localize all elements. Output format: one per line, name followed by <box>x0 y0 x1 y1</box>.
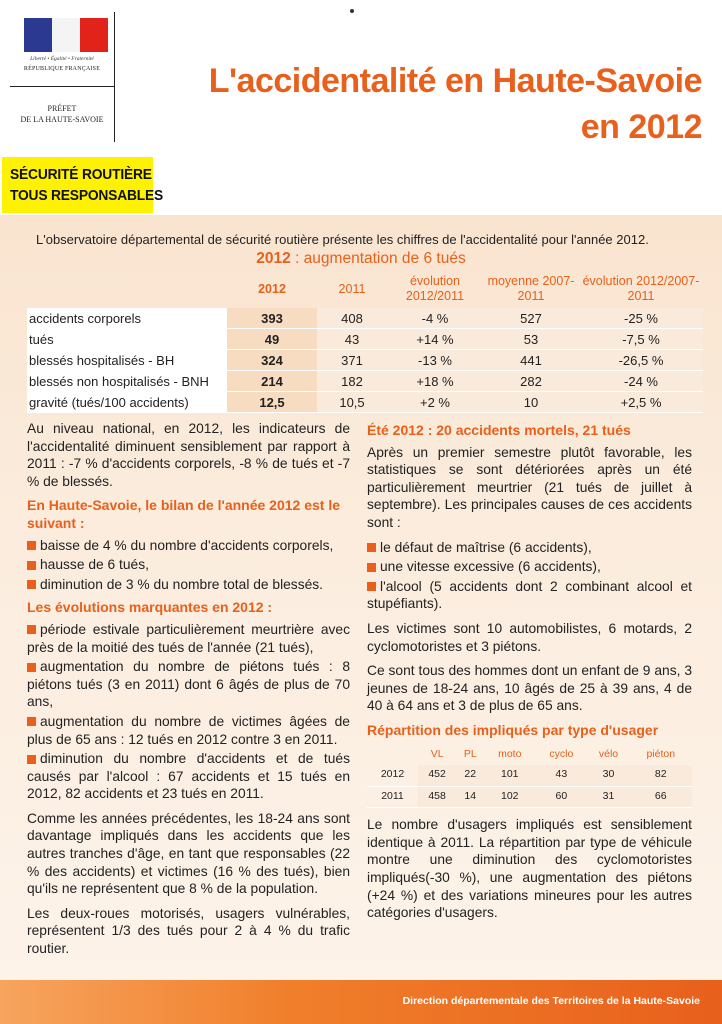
cell-evolution: +14 % <box>387 329 483 350</box>
usagers-cell: 452 <box>418 765 456 786</box>
bullet-square-icon <box>27 541 36 550</box>
ete-paragraph: Après un premier semestre plutôt favorable, les statistiques se sont détériorées après un été particulièrement meurtrier (21 tués de juillet à septembre). Les principales causes de ces accidents sont : <box>367 444 692 530</box>
row-label: gravité (tués/100 accidents) <box>27 392 227 413</box>
cell-2012: 324 <box>227 350 317 371</box>
table-row <box>367 786 692 808</box>
table-row <box>367 765 692 786</box>
prefet-block <box>10 87 115 142</box>
list-item <box>367 578 692 613</box>
usagers-header-row <box>367 744 692 766</box>
stats-header-row <box>27 272 703 308</box>
usagers-cell: 60 <box>535 786 587 808</box>
cell-moyenne: 53 <box>483 329 579 350</box>
cell-2012: 214 <box>227 371 317 392</box>
row-label: blessés hospitalisés - BH <box>27 350 227 371</box>
intro-text: L'observatoire départemental de sécurité routière présente les chiffres de l'accidentalité pour l'année 2012. <box>36 232 649 247</box>
cell-moyenne: 441 <box>483 350 579 371</box>
table-row <box>27 392 703 413</box>
footer-bar <box>0 980 722 1024</box>
marianne-flag-icon <box>24 18 108 52</box>
prefet-line-2: DE LA HAUTE-SAVOIE <box>20 115 104 124</box>
cell-2012: 49 <box>227 329 317 350</box>
right-column <box>367 420 692 929</box>
row-label: blessés non hospitalisés - BNH <box>27 371 227 392</box>
stats-table <box>27 272 703 413</box>
bullet-square-icon <box>27 625 36 634</box>
cell-2011: 182 <box>317 371 387 392</box>
footer-text: Direction départementale des Territoires de la Haute-Savoie <box>402 995 700 1007</box>
usagers-header-pieton: piéton <box>646 747 676 760</box>
republic-motto: Liberté • Égalité • Fraternité <box>30 56 94 62</box>
bullet-square-icon <box>367 543 376 552</box>
usagers-header-empty <box>367 744 418 766</box>
ete-heading: Été 2012 : 20 accidents mortels, 21 tués <box>367 422 631 438</box>
bilan-heading: En Haute-Savoie, le bilan de l'année 2012 est le suivant : <box>27 497 341 531</box>
bullet-text: diminution du nombre d'accidents et de tués causés par l'alcool : 67 accidents et 15 tués en 2012, 82 accidents et 23 tués en 2011. <box>27 751 350 802</box>
cell-2012: 12,5 <box>227 392 317 413</box>
bullet-text: période estivale particulièrement meurtrière avec près de la moitié des tués de l'année (21 tués), <box>27 621 350 655</box>
cell-evolution: +2 % <box>387 392 483 413</box>
cell-evolution-moyenne: +2,5 % <box>579 392 703 413</box>
list-item <box>367 558 692 576</box>
bullet-text: baisse de 4 % du nombre d'accidents corporels, <box>40 537 334 553</box>
cell-2011: 371 <box>317 350 387 371</box>
table-row <box>27 350 703 371</box>
table-row <box>27 329 703 350</box>
header <box>0 0 722 215</box>
national-paragraph: Au niveau national, en 2012, les indicateurs de l'accidentalité diminuent sensiblement par rapport à 2011 : -7 % d'accidents corporels, -8 % de tués et -7 % de blessés. <box>27 421 350 489</box>
usagers-cell: 43 <box>535 765 587 786</box>
subtitle-text: : augmentation de 6 tués <box>290 250 466 267</box>
cell-evolution-moyenne: -7,5 % <box>579 329 703 350</box>
cell-2011: 408 <box>317 308 387 329</box>
usagers-cell: 101 <box>484 765 535 786</box>
bullet-text: l'alcool (5 accidents dont 2 combinant alcool et stupéfiants). <box>367 578 692 612</box>
prefet-label <box>10 103 114 125</box>
list-item <box>27 750 350 803</box>
usagers-table <box>367 744 692 809</box>
title-line-1: L'accidentalité en Haute-Savoie <box>208 62 702 100</box>
usagers-cell: 82 <box>630 765 692 786</box>
usagers-header-vl: VL <box>430 747 444 760</box>
repartition-heading: Répartition des impliqués par type d'usager <box>367 721 659 738</box>
prefet-line-1: PRÉFET <box>47 104 77 113</box>
scan-dot <box>350 9 354 13</box>
cell-evolution-moyenne: -24 % <box>579 371 703 392</box>
stats-header-empty <box>27 272 227 308</box>
usagers-paragraph: Le nombre d'usagers impliqués est sensiblement identique à 2011. La répartition par type de véhicule montre une diminution des cyclomotoristes impliqués(-30 %), une augmentation des piétons (+24 %) et des variations mineures pour les autres catégories d'usagers. <box>367 817 692 921</box>
usagers-cell: 458 <box>418 786 456 808</box>
bullet-text: diminution de 3 % du nombre total de blessés. <box>40 576 324 592</box>
badge-line-1: SÉCURITÉ ROUTIÈRE <box>10 166 152 183</box>
list-item <box>367 539 692 557</box>
cell-evolution: -13 % <box>387 350 483 371</box>
victimes-paragraph: Les victimes sont 10 automobilistes, 6 motards, 2 cyclomotoristes et 3 piétons. <box>367 620 692 654</box>
usagers-cell: 30 <box>587 765 629 786</box>
bullet-text: augmentation du nombre de piétons tués : 8 piétons tués (3 en 2011) dont 6 âgés de plus de 70 ans, <box>27 659 350 710</box>
usagers-header-pl: PL <box>463 747 477 760</box>
list-item <box>27 576 350 594</box>
list-item <box>27 658 350 711</box>
stats-header-moyenne: moyenne 2007-2011 <box>487 274 575 303</box>
badge-line-2: TOUS RESPONSABLES <box>10 187 164 204</box>
securite-routiere-badge <box>2 157 164 213</box>
cell-2011: 43 <box>317 329 387 350</box>
jeunes-paragraph: Comme les années précédentes, les 18-24 ans sont davantage impliqués dans les accidents que les autres tranches d'âge, en tant que responsables (22 % des accidents) et victimes (16 % des tués), bien qu'ils ne représentent que 8 % de la population. <box>27 810 350 897</box>
list-item <box>27 537 350 555</box>
cell-2011: 10,5 <box>317 392 387 413</box>
row-label: tués <box>27 329 227 350</box>
bullet-text: augmentation du nombre de victimes âgées de plus de 65 ans : 12 tués en 2012 contre 3 en 2011. <box>27 713 350 747</box>
usagers-year: 2012 <box>367 765 418 786</box>
stats-header-evolution: évolution 2012/2011 <box>405 274 465 303</box>
row-label: accidents corporels <box>27 308 227 329</box>
usagers-cell: 22 <box>456 765 484 786</box>
bullet-square-icon <box>27 755 36 764</box>
republique-label: RÉPUBLIQUE FRANÇAISE <box>23 66 101 72</box>
usagers-header-cyclo: cyclo <box>549 747 574 760</box>
evolutions-heading: Les évolutions marquantes en 2012 : <box>27 599 273 616</box>
hommes-paragraph: Ce sont tous des hommes dont un enfant de 9 ans, 3 jeunes de 18-24 ans, 10 âgés de 25 à 39 ans, 4 de 40 à 64 ans et 3 de plus de 65 ans. <box>367 663 692 714</box>
bullet-square-icon <box>27 663 36 672</box>
cell-evolution-moyenne: -25 % <box>579 308 703 329</box>
stats-header-evolution-moyenne: évolution 2012/2007-2011 <box>582 274 700 303</box>
usagers-header-moto: moto <box>498 747 522 760</box>
cell-evolution-moyenne: -26,5 % <box>579 350 703 371</box>
bullet-square-icon <box>27 717 36 726</box>
cell-evolution: -4 % <box>387 308 483 329</box>
page-title <box>209 58 702 150</box>
list-item <box>27 556 350 574</box>
usagers-cell: 14 <box>456 786 484 808</box>
cell-evolution: +18 % <box>387 371 483 392</box>
left-column <box>27 420 350 965</box>
bullet-square-icon <box>27 580 36 589</box>
bullet-text: hausse de 6 tués, <box>40 557 149 573</box>
usagers-cell: 102 <box>484 786 535 808</box>
bullet-square-icon <box>367 563 376 572</box>
bullet-square-icon <box>367 582 376 591</box>
cell-moyenne: 282 <box>483 371 579 392</box>
marianne-logo-block <box>10 12 115 87</box>
cell-moyenne: 527 <box>483 308 579 329</box>
cell-moyenne: 10 <box>483 392 579 413</box>
table-row <box>27 308 703 329</box>
cell-2012: 393 <box>227 308 317 329</box>
usagers-header-velo: vélo <box>598 747 619 760</box>
usagers-cell: 66 <box>630 786 692 808</box>
usagers-cell: 31 <box>587 786 629 808</box>
usagers-year: 2011 <box>367 786 418 808</box>
stats-header-2011: 2011 <box>338 281 366 296</box>
list-item <box>27 713 350 748</box>
stats-header-2012: 2012 <box>258 281 286 296</box>
subtitle-year: 2012 <box>256 250 291 267</box>
bullet-square-icon <box>27 561 36 570</box>
table-row <box>27 371 703 392</box>
deux-roues-paragraph: Les deux-roues motorisés, usagers vulnérables, représentent 1/3 des tués pour 2 à 4 % du trafic routier. <box>27 905 350 957</box>
list-item <box>27 621 350 656</box>
stats-subtitle <box>0 250 722 268</box>
bullet-text: une vitesse excessive (6 accidents), <box>380 559 601 575</box>
title-line-2: en 2012 <box>580 108 702 146</box>
bullet-text: le défaut de maîtrise (6 accidents), <box>380 539 592 555</box>
